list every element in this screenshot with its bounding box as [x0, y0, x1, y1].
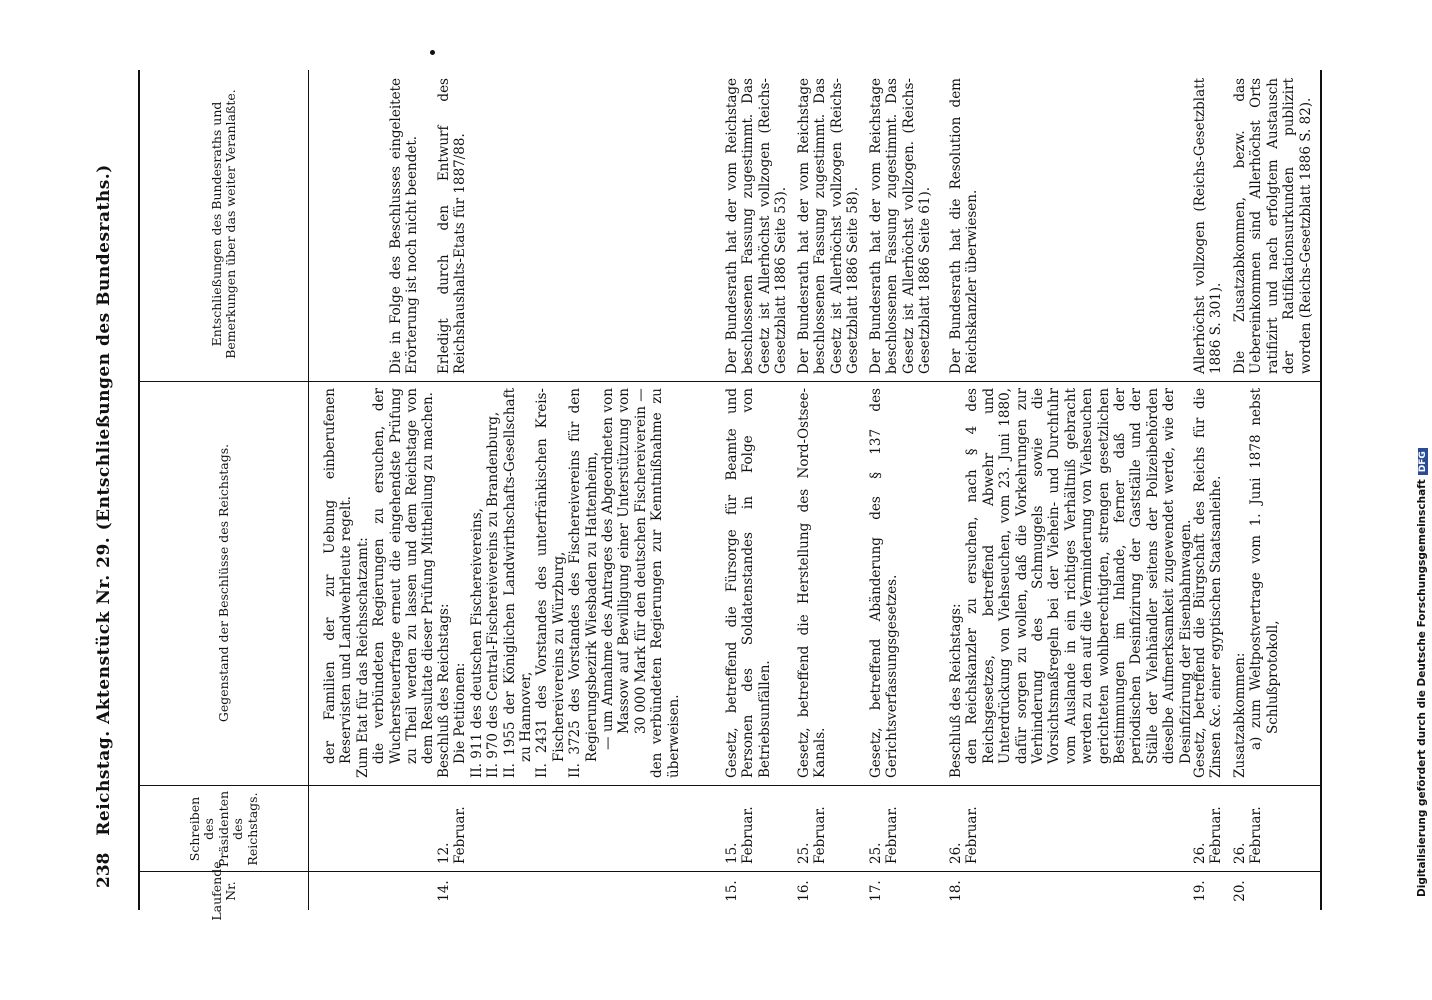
row-date: 26. Februar. [1192, 806, 1225, 864]
subject-line: Die Petitionen: [452, 662, 469, 764]
subject-line: Zusatzabkommen: [1232, 652, 1248, 778]
row-20-subject [1232, 388, 1281, 778]
subject-line: Zum Etat für das Reichsschatzamt: [354, 537, 371, 778]
subject-line: der Familien der zur Uebung einberufenen Reservisten und Landwehrleute regelt. [322, 388, 355, 764]
row-14-subject [436, 388, 682, 778]
header-rule [308, 70, 309, 910]
column-header-date: Schreiben des Präsidenten des Reichstags. [186, 790, 260, 868]
row-continuation-result: Die in Folge des Beschlusses eingeleitete Erörterung ist noch nicht beendet. [388, 78, 421, 374]
row-date: 26. Februar. [948, 806, 981, 864]
subject-line: Beschluß des Reichstags: [948, 603, 964, 778]
row-18-subject [948, 388, 1194, 778]
row-14-result: Erledigt durch den Entwurf des Reichshaushalts-Etats für 1887/88. [436, 78, 469, 374]
subject-line: die verbündeten Regierungen zu ersuchen, der Wuchersteuerfrage erneut die eingehendste Prüfung zu Theil werden zu lassen und dem Reichstage von dem Resultate dieser Prüfung Mittheilung zu machen. [371, 388, 437, 764]
row-17-subject: Gesetz, betreffend Abänderung des § 137 des Gerichtsverfassungsgesetzes. [868, 388, 901, 778]
column-header-result: Entschließungen des Bundesraths und Bemerkungen über das weiter Veranlaßte. [208, 89, 238, 359]
column-header-lfd: Laufende Nr. [208, 861, 238, 921]
row-number: 20. [1232, 880, 1248, 902]
subject-line: — um Annahme des Antrages des Abgeordneten von Massow auf Bewilligung einer Unterstützung von 30 000 Mark für den deutschen Fischereiverein — [600, 388, 649, 750]
row-date: 12. Februar. [436, 806, 469, 864]
row-date: 26. Februar. [1232, 806, 1265, 864]
dfg-note-text: Digitalisierung gefördert durch die Deutsche Forschungsgemeinschaft [1416, 479, 1428, 897]
row-number: 17. [868, 880, 884, 902]
column-header-subject: Gegenstand der Beschlüsse des Reichstags. [215, 443, 231, 723]
row-number: 19. [1192, 880, 1208, 902]
row-number: 16. [796, 880, 812, 902]
subject-line: Beschluß des Reichstags: [436, 603, 452, 778]
row-19-subject: Gesetz, betreffend die Bürgschaft des Reichs für die Zinsen &c. einer egyptischen Staatsanleihe. [1192, 388, 1225, 778]
subject-line: a) zum Weltpostvertrage vom 1. Juni 1878 nebst Schlußprotokoll, [1248, 388, 1281, 750]
subject-line: den Reichskanzler zu ersuchen, nach § 4 des Reichsgesetzes, betreffend Abwehr und Unterdrückung von Viehseuchen, vom 23. Juni 1880, dafür sorgen zu wollen, daß die Vorkehrungen zur Verhinderung des Schmuggels sowie die Vorsichtsmaßregeln bei der Viehein- und Durchfuhr vom Auslande in ein richtiges Verhältniß gebracht werden zu den auf die Verminderung von Viehseuchen gerichteten wohlberechtigten, strengen gesetzlichen Bestimmungen im Inlande, ferner daß der periodischen Desinfizirung der Gastställe und der Ställe der Viehhändler seitens der Polizeibehörden dieselbe Aufmerksamkeit zugewendet werde, wie der Desinfizirung der Eisenbahnwagen. [964, 388, 1194, 764]
dfg-note [1416, 448, 1428, 897]
page-header: Reichstag. Aktenstück Nr. 29. (Entschließungen des Bundesraths.) [94, 164, 114, 836]
dfg-logo: DFG [1418, 448, 1428, 475]
row-number: 15. [724, 880, 740, 902]
page-number: 238 [94, 852, 114, 888]
row-20-result: Die Zusatzabkommen, bezw. das Uebereinkommen sind Allerhöchst Orts ratifizirt und nach erfolgtem Austausch der Ratifikationsurkunden publizirt worden (Reichs-Gesetzblatt 1886 S. 82). [1232, 78, 1314, 374]
subject-line: II. 911 des deutschen Fischereivereins, [468, 508, 485, 778]
subject-line: II. 1955 der Königlichen Landwirthschafts-Gesellschaft zu Hannover, [501, 388, 535, 778]
subject-line: II. 2431 des Vorstandes des unterfränkischen Kreis-Fischereivereins zu Würzburg, [534, 388, 567, 778]
rotated-page [66, 30, 1366, 970]
row-date: 25. Februar. [796, 806, 829, 864]
row-number: 18. [948, 880, 964, 902]
row-15-result: Der Bundesrath hat der vom Reichstage beschlossenen Fassung zugestimmt. Das Gesetz ist Allerhöchst vollzogen (Reichs-Gesetzblatt 1886 Seite 53). [724, 78, 790, 374]
row-date: 15. Februar. [724, 806, 757, 864]
row-17-result: Der Bundesrath hat der vom Reichstage beschlossenen Fassung zugestimmt. Das Gesetz ist Allerhöchst vollzogen. (Reichs-Gesetzblatt 1886 Seite 61). [868, 78, 934, 374]
row-15-subject: Gesetz, betreffend die Fürsorge für Beamte und Personen des Soldatenstandes in Folge von Betriebsunfällen. [724, 388, 773, 778]
row-number: 14. [436, 880, 452, 902]
row-16-subject: Gesetz, betreffend die Herstellung des Nord-Ostsee-Kanals. [796, 388, 829, 778]
row-continuation-subject [322, 388, 437, 778]
row-19-result: Allerhöchst vollzogen (Reichs-Gesetzblatt 1886 S. 301). [1192, 78, 1225, 374]
subject-line: II. 3725 des Vorstandes des Fischereivereins für den Regierungsbezirk Wiesbaden zu Hattenheim, [567, 388, 600, 778]
resolutions-table [138, 70, 1322, 921]
subject-line: II. 970 des Central-Fischereivereins zu Brandenburg, [485, 411, 502, 778]
column-rule [140, 381, 1320, 382]
subject-line: den verbündeten Regierungen zur Kenntnißnahme zu überweisen. [649, 388, 682, 778]
row-16-result: Der Bundesrath hat der vom Reichstage beschlossenen Fassung zugestimmt. Das Gesetz ist Allerhöchst vollzogen (Reichs-Gesetzblatt 1886 Seite 58). [796, 78, 862, 374]
row-18-result: Der Bundesrath hat die Resolution dem Reichskanzler überwiesen. [948, 78, 981, 374]
row-date: 25. Februar. [868, 806, 901, 864]
